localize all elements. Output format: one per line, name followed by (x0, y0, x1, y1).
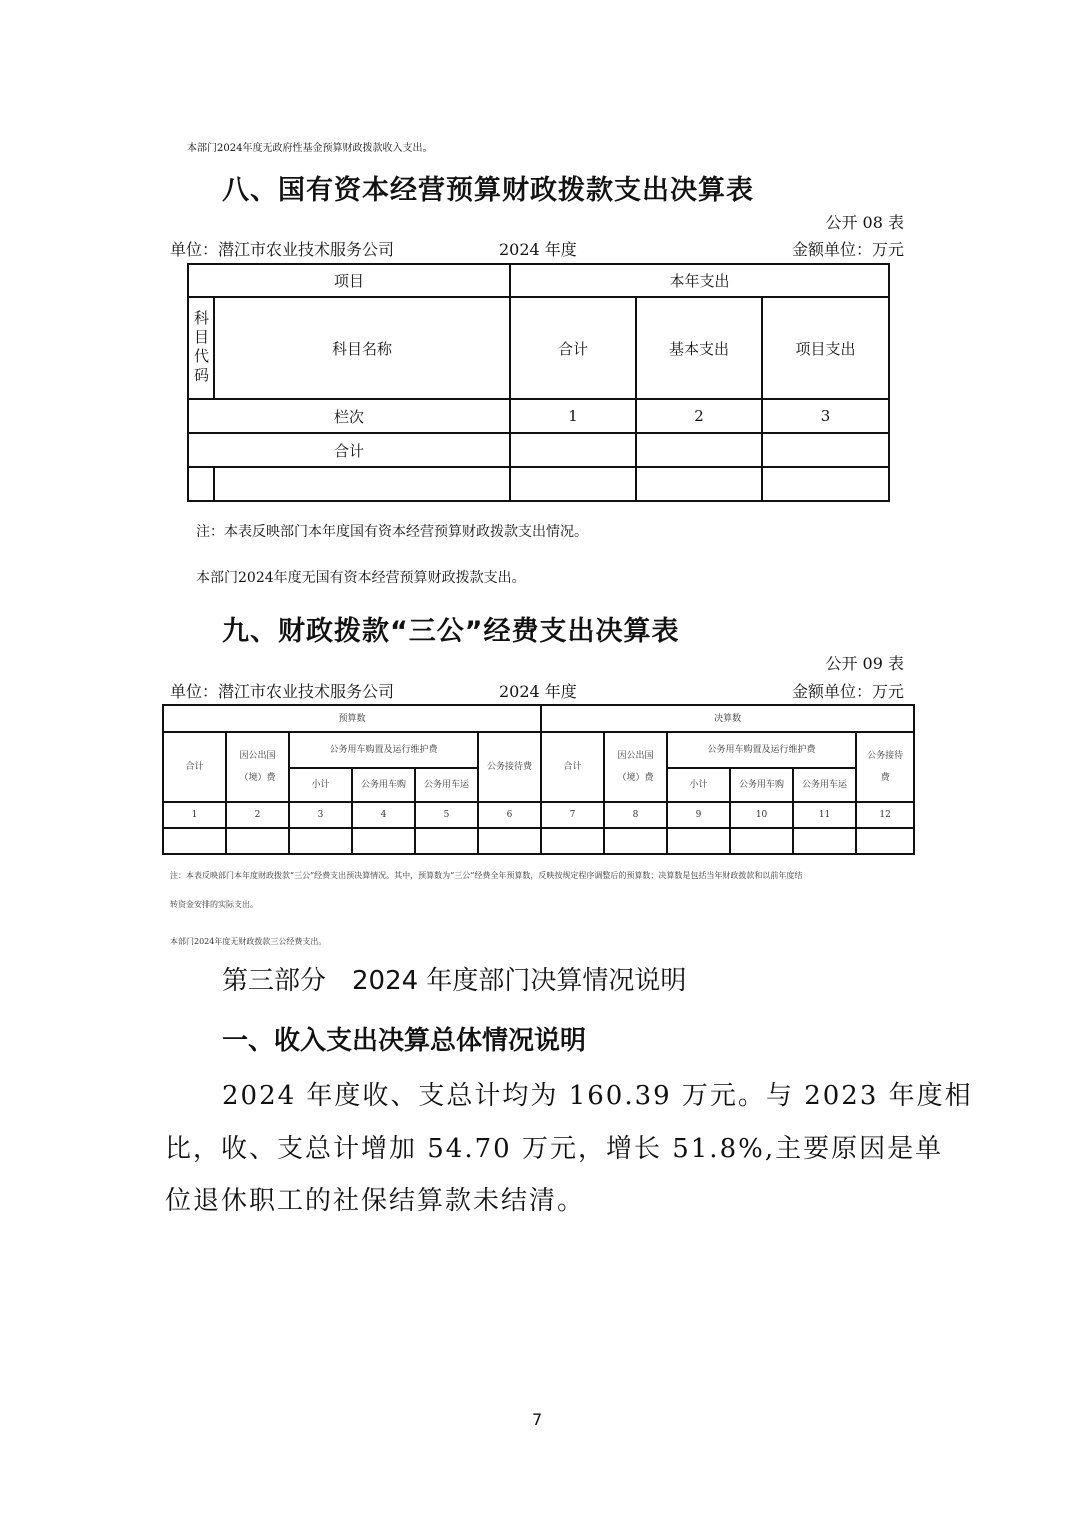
data-cell (289, 828, 352, 854)
index-cell: 3 (762, 399, 889, 433)
index-cell: 2 (636, 399, 762, 433)
col-code: 科目代码 (188, 297, 214, 399)
index-cell: 7 (541, 802, 604, 828)
section9-year: 2024 年度 (499, 682, 577, 701)
section8-year: 2024 年度 (499, 240, 577, 259)
part3-paragraph-line2: 比，收、支总计增加 54.70 万元，增长 51.8%,主要原因是单 (165, 1134, 944, 1164)
final-col-vehicle-buy: 公务用车购 (730, 768, 793, 802)
data-cell (541, 828, 604, 854)
data-cell (730, 828, 793, 854)
final-col-reception: 公务接待 费 (856, 732, 914, 802)
table-row (188, 467, 889, 501)
budget-col-vehicle-run: 公务用车运 (415, 768, 478, 802)
section9-amount-unit: 金额单位：万元 (791, 682, 904, 701)
section8-note: 注：本表反映部门本年度国有资本经营预算财政拨款支出情况。 (196, 524, 588, 540)
total-cell (636, 433, 762, 467)
section8-unit: 单位：潜江市农业技术服务公司 (170, 240, 395, 259)
data-cell (163, 828, 226, 854)
index-cell: 1 (163, 802, 226, 828)
section8-title: 八、国有资本经营预算财政拨款支出决算表 (222, 175, 754, 206)
index-cell: 10 (730, 802, 793, 828)
data-cell (793, 828, 856, 854)
section9-note-line2: 转资金安排的实际支出。 (170, 900, 258, 909)
index-cell: 12 (856, 802, 914, 828)
row-total-label: 合计 (188, 433, 510, 467)
budget-col-abroad: 因公出国 （境）费 (226, 732, 289, 802)
cell-total (510, 467, 636, 501)
data-cell (226, 828, 289, 854)
index-row (163, 802, 914, 828)
data-cell (478, 828, 541, 854)
section8-amount-unit: 金额单位：万元 (791, 240, 904, 259)
group-final: 决算数 (541, 705, 914, 732)
section9-statement: 本部门2024年度无财政拨款三公经费支出。 (170, 937, 327, 946)
table-row (163, 828, 914, 854)
data-cell (604, 828, 667, 854)
data-cell (856, 828, 914, 854)
data-cell (415, 828, 478, 854)
index-cell: 11 (793, 802, 856, 828)
col-project: 项目支出 (762, 297, 889, 399)
top-note: 本部门2024年度无政府性基金预算财政拨款收入支出。 (187, 143, 433, 154)
section9-table-code: 公开 09 表 (825, 654, 904, 673)
part3-paragraph-line1: 2024 年度收、支总计均为 160.39 万元。与 2023 年度相 (222, 1081, 973, 1111)
index-cell: 8 (604, 802, 667, 828)
section9-title: 九、财政拨款“三公”经费支出决算表 (222, 616, 680, 647)
budget-col-vehicle: 公务用车购置及运行维护费 (289, 732, 478, 768)
header-expense: 本年支出 (510, 264, 889, 297)
data-cell (352, 828, 415, 854)
part3-title: 第三部分 2024 年度部门决算情况说明 (222, 966, 687, 996)
cell-code (188, 467, 214, 501)
cell-basic (636, 467, 762, 501)
data-cell (667, 828, 730, 854)
index-cell: 6 (478, 802, 541, 828)
final-col-subtotal: 小计 (667, 768, 730, 802)
header-item: 项目 (188, 264, 510, 297)
row-index-label: 栏次 (188, 399, 510, 433)
cell-project (762, 467, 889, 501)
col-basic: 基本支出 (636, 297, 762, 399)
section8-statement: 本部门2024年度无国有资本经营预算财政拨款支出。 (196, 570, 526, 586)
part3-paragraph-line3: 位退休职工的社保结算款未结清。 (165, 1186, 586, 1216)
final-col-total: 合计 (541, 732, 604, 802)
section8-table (187, 263, 890, 502)
col-name: 科目名称 (214, 297, 510, 399)
total-row (188, 433, 889, 467)
final-col-abroad: 因公出国 （境）费 (604, 732, 667, 802)
group-budget: 预算数 (163, 705, 541, 732)
section8-table-code: 公开 08 表 (825, 213, 904, 232)
final-col-vehicle-run: 公务用车运 (793, 768, 856, 802)
final-col-vehicle: 公务用车购置及运行维护费 (667, 732, 856, 768)
index-cell: 9 (667, 802, 730, 828)
index-cell: 3 (289, 802, 352, 828)
budget-col-vehicle-buy: 公务用车购 (352, 768, 415, 802)
budget-col-total: 合计 (163, 732, 226, 802)
section9-table (162, 704, 915, 855)
index-cell: 5 (415, 802, 478, 828)
index-cell: 4 (352, 802, 415, 828)
section9-note-line1: 注：本表反映部门本年度财政拨款“三公”经费支出预决算情况。其中，预算数为“三公”经费全年预算数，反映按规定程序调整后的预算数；决算数是包括当年财政拨款和以前年度结 (170, 871, 803, 880)
cell-name (214, 467, 510, 501)
index-cell: 2 (226, 802, 289, 828)
section9-unit: 单位：潜江市农业技术服务公司 (170, 682, 395, 701)
col-total: 合计 (510, 297, 636, 399)
part3-subtitle: 一、收入支出决算总体情况说明 (222, 1026, 587, 1056)
index-row (188, 399, 889, 433)
total-cell (510, 433, 636, 467)
page-number: 7 (532, 1410, 543, 1429)
index-cell: 1 (510, 399, 636, 433)
total-cell (762, 433, 889, 467)
budget-col-subtotal: 小计 (289, 768, 352, 802)
budget-col-reception: 公务接待费 (478, 732, 541, 802)
